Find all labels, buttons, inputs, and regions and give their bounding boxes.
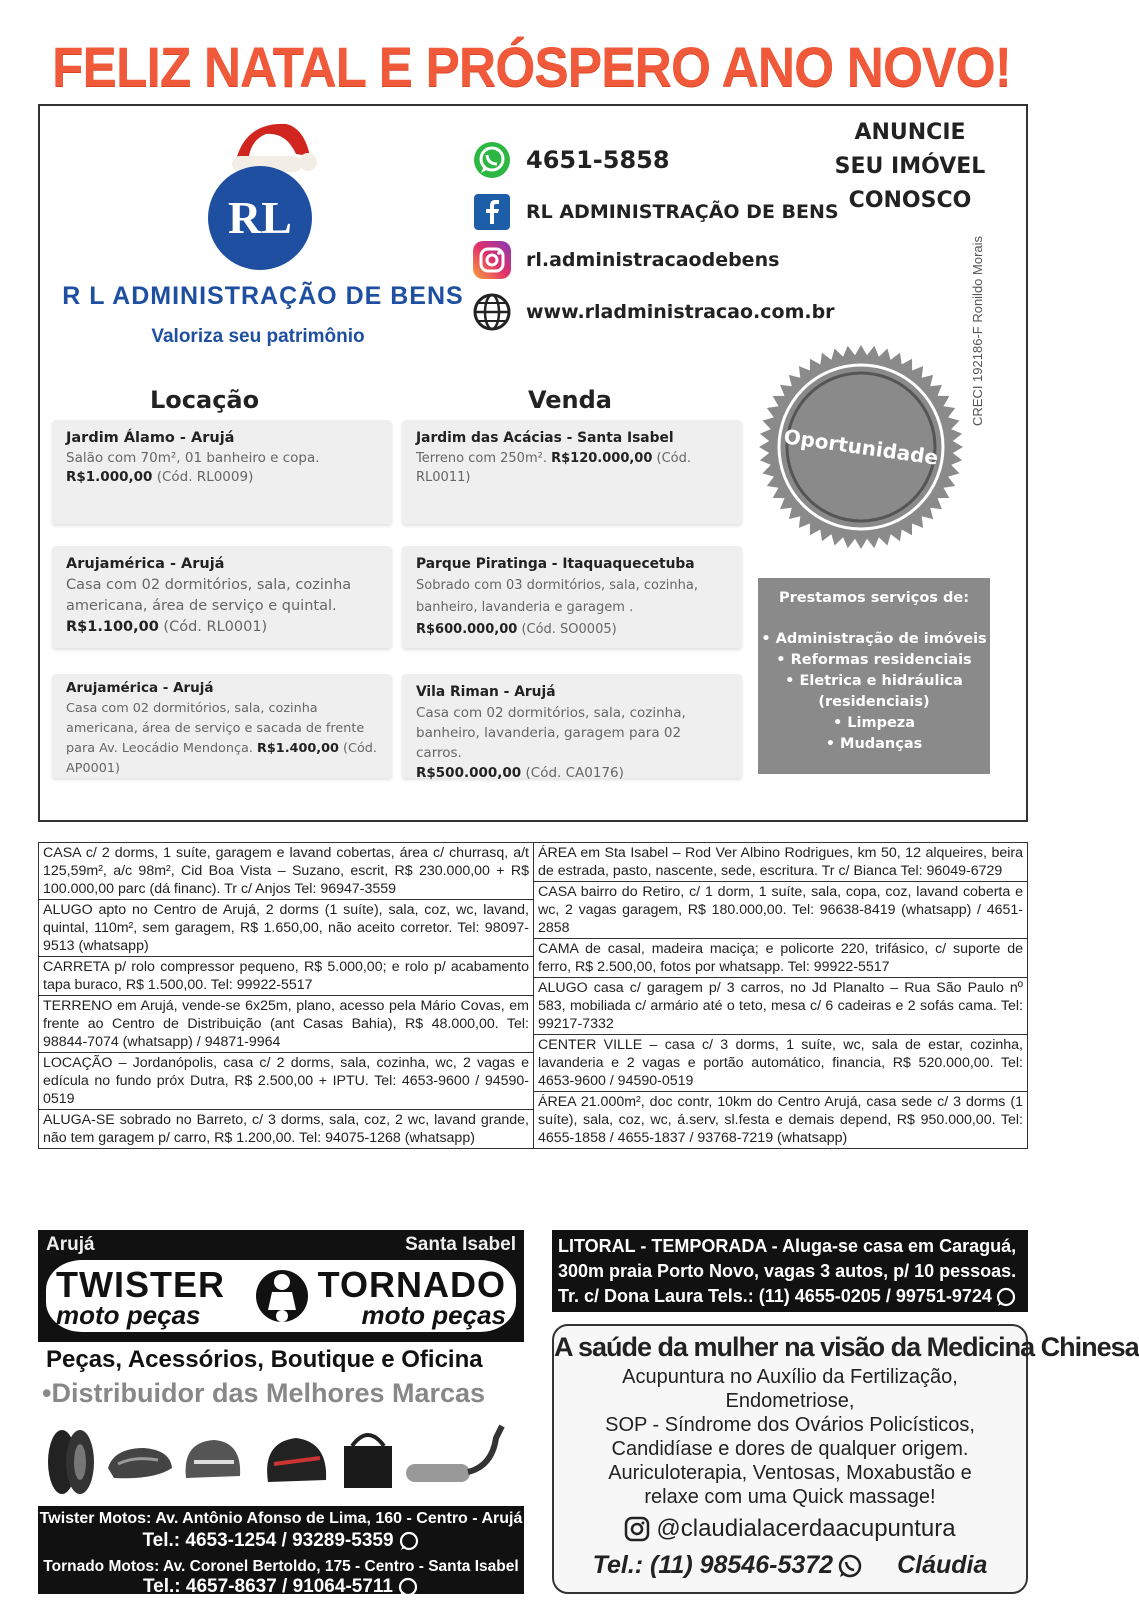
whatsapp-number: 4651-5858 — [526, 146, 670, 174]
whatsapp-icon — [472, 140, 512, 180]
twister-address: Twister Motos: Av. Antônio Afonso de Lima, 160 - Centro - Arujá — [39, 1510, 523, 1527]
motorcycle-rider-icon — [254, 1262, 310, 1330]
fuel-tank-icon — [108, 1448, 172, 1478]
classified-ad: CAMA de casal, madeira maciça; e policorte 220, trifásico, c/ suporte de ferro, R$ 2.500,00, fotos por whatsapp. Tel: 99922-5517 — [534, 939, 1027, 978]
globe-icon — [472, 292, 512, 332]
creci-label: CRECI 192186-F Ronildo Morais — [970, 235, 985, 426]
headline: FELIZ NATAL E PRÓSPERO ANO NOVO! — [51, 35, 1012, 98]
tires-icon — [48, 1430, 94, 1494]
classified-ad: ALUGO casa c/ garagem p/ 3 carros, no Jd Planalto – Rua São Paulo nº 583, mobiliada c/ armário até o teto, mesa c/ 6 cadeiras e 2 sofás cama. Tel: 99217-7332 — [534, 978, 1027, 1035]
rl-tagline: Valoriza seu patrimônio — [151, 326, 365, 347]
listing-card: Parque Piratinga - Itaquaquecetuba Sobrado com 03 dormitórios, sala, cozinha, banheiro, lavanderia e garagem . R$600.000,00 (Cód. SO0005) — [402, 546, 742, 648]
twister-phone: Tel.: 4653-1254 / 93289-5359 — [38, 1530, 524, 1552]
listing-card: Jardim das Acácias - Santa Isabel Terreno com 250m². R$120.000,00 (Cód. RL0011) — [402, 420, 742, 524]
classified-ad: CARRETA p/ rolo compressor pequeno, R$ 5.000,00; e rolo p/ acabamento tapa buraco, R$ 1.500,00. Tel: 99922-5517 — [39, 957, 533, 996]
rl-company-name: R L ADMINISTRAÇÃO DE BENS — [62, 282, 464, 310]
listing-card: Arujamérica - Arujá Casa com 02 dormitórios, sala, cozinha americana, área de serviço e quintal. R$1.100,00 (Cód. RL0001) — [52, 546, 392, 648]
listing-card: Arujamérica - Arujá Casa com 02 dormitórios, sala, cozinha americana, área de serviço e sacada de frente para Av. Leocádio Mendonça. R$1.400,00 (Cód. AP0001) — [52, 674, 392, 778]
acupuntura-ad — [552, 1324, 1139, 1594]
exhaust-pipe-icon — [406, 1426, 502, 1482]
locacao-title: Locação — [150, 386, 260, 414]
tornado-phone: Tel.: 4657-8637 / 91064-5711 — [38, 1576, 524, 1598]
contact-website — [472, 292, 892, 332]
helmet-icon — [267, 1438, 326, 1482]
products-illustration — [44, 1418, 518, 1500]
rl-ad-box — [38, 104, 1028, 822]
twister-tornado-logo: TWISTER moto peças TORNADO moto peças — [46, 1260, 516, 1332]
classifieds-right-column — [533, 843, 1027, 1148]
classified-ad: ÁREA 21.000m², doc contr, 10km do Centro Arujá, casa sede c/ 3 dorms (1 suíte), sala, coz, wc, á.serv, sl.festa e demais depend, R$ 950.000,00. Tel: 4655-1858 / 4655-1837 / 93768-7219 (whatsapp) — [538, 1094, 1023, 1146]
classifieds-left-column — [39, 843, 533, 1148]
rl-logo-mark: RL — [208, 166, 312, 270]
litoral-ad: LITORAL - TEMPORADA - Aluga-se casa em Caraguá, 300m praia Porto Novo, vagas 3 autos, p/ 10 pessoas. Tr. c/ Dona Laura Tels.: (11) 4655-0205 / 99751-9724 — [552, 1230, 1028, 1312]
classified-ad: CASA bairro do Retiro, c/ 1 dorm, 1 suíte, sala, copa, coz, lavand coberta e wc, 2 vagas garagem, R$ 180.000,00. Tel: 96638-8419 (whatsapp) / 4651-2858 — [534, 882, 1027, 939]
whatsapp-icon — [398, 1530, 420, 1552]
acupuntura-instagram: @claudialacerdaacupuntura — [554, 1515, 1026, 1543]
instagram-icon — [624, 1516, 650, 1542]
contact-facebook — [472, 192, 892, 232]
whatsapp-icon — [995, 1286, 1017, 1308]
classified-ad: LOCAÇÃO – Jordanópolis, casa c/ 2 dorms, sala, cozinha, wc, 2 vagas e edícula no fundo próx Dutra, R$ 2.500,00 + IPTU. Tel: 4653-9600 / 94590-0519 — [39, 1053, 533, 1110]
rl-logo — [48, 114, 468, 364]
oportunidade-seal — [758, 344, 964, 550]
classified-ad: ÁREA em Sta Isabel – Rod Ver Albino Rodrigues, km 50, 12 alqueires, beira de estrada, pasto, nascente, sede, escritura. Tr c/ Bianca Tel: 96049-6729 — [534, 843, 1027, 882]
facebook-name: RL ADMINISTRAÇÃO DE BENS — [526, 201, 839, 223]
venda-title: Venda — [528, 386, 612, 414]
facebook-icon — [472, 192, 512, 232]
whatsapp-icon — [837, 1553, 863, 1579]
delivery-box-icon — [344, 1435, 392, 1488]
acupuntura-services: Acupuntura no Auxílio da Fertilização, Endometriose, SOP - Síndrome dos Ovários Policísticos, Candidíase e dores de qualquer origem. Auriculoterapia, Ventosas, Moxabustão e relaxe com uma Quick massage! — [605, 1366, 975, 1508]
anuncie-callout: ANUNCIE SEU IMÓVEL CONOSCO — [834, 120, 986, 213]
classified-ad: CASA c/ 2 dorms, 1 suíte, garagem e lavand cobertas, área c/ churrasq, a/t 125,59m², a/c 98m², Cid Boa Vista – Suzano, escrit, R$ 230.000,00 + R$ 100.000,00 parc (dá financ). Tr c/ Anjos Tel: 96947-3559 — [39, 843, 533, 900]
twister-products: Peças, Acessórios, Boutique e Oficina •Distribuidor das Melhores Marcas — [38, 1342, 524, 1506]
tornado-address: Tornado Motos: Av. Coronel Bertoldo, 175 - Centro - Santa Isabel — [43, 1558, 519, 1575]
whatsapp-icon — [397, 1576, 419, 1598]
contact-whatsapp — [472, 140, 892, 180]
ad-cities: Arujá Santa Isabel — [46, 1234, 516, 1255]
classified-ad: TERRENO em Arujá, vende-se 6x25m, plano, acesso pela Mário Covas, em frente ao Centro de Distribuição (ant Casas Bahia), R$ 48.000,00. Tel: 98844-7074 (whatsapp) / 94871-9964 — [39, 996, 533, 1053]
classifieds-table — [38, 842, 1028, 1149]
services-box: Prestamos serviços de: • Administração de imóveis • Reformas residenciais • Eletrica e hidráulica (residenciais) • Limpeza • Mudanças — [758, 578, 990, 774]
contact-instagram — [472, 240, 892, 280]
instagram-handle: rl.administracaodebens — [526, 249, 780, 271]
website-url: www.rladministracao.com.br — [526, 301, 835, 323]
twister-tornado-ad — [38, 1230, 524, 1597]
classified-ad: ALUGO apto no Centro de Arujá, 2 dorms (1 suíte), sala, coz, wc, lavand, quintal, 110m², sem garagem, R$ 1.650,00, não aceito corretor. Tel: 98097-9513 (whatsapp) — [39, 900, 533, 957]
helmet-icon — [186, 1440, 241, 1478]
listing-card: Jardim Álamo - Arujá Salão com 70m², 01 banheiro e copa. R$1.000,00 (Cód. RL0009) — [52, 420, 392, 524]
acupuntura-phone: Tel.: (11) 98546-5372 Cláudia — [592, 1551, 988, 1579]
listing-card: Vila Riman - Arujá Casa com 02 dormitórios, sala, cozinha, banheiro, lavanderia, garagem para 02 carros. R$500.000,00 (Cód. CA0176) — [402, 674, 742, 778]
acupuntura-title: A saúde da mulher na visão da Medicina Chinesa — [554, 1332, 1139, 1362]
instagram-icon — [472, 240, 512, 280]
classified-ad: ALUGA-SE sobrado no Barreto, c/ 3 dorms, sala, coz, 2 wc, lavand grande, não tem garagem p/ carro, R$ 1.200,00. Tel: 94075-1268 (whatsapp) — [43, 1112, 529, 1146]
svg-text:Oportunidade: Oportunidade — [782, 424, 940, 470]
classified-ad: CENTER VILLE – casa c/ 3 dorms, 1 suíte, wc, sala de estar, cozinha, lavanderia e 2 vagas e portão automático, financia, R$ 520.000,00. Tel: 4653-9600 / 94590-0519 — [534, 1035, 1027, 1092]
